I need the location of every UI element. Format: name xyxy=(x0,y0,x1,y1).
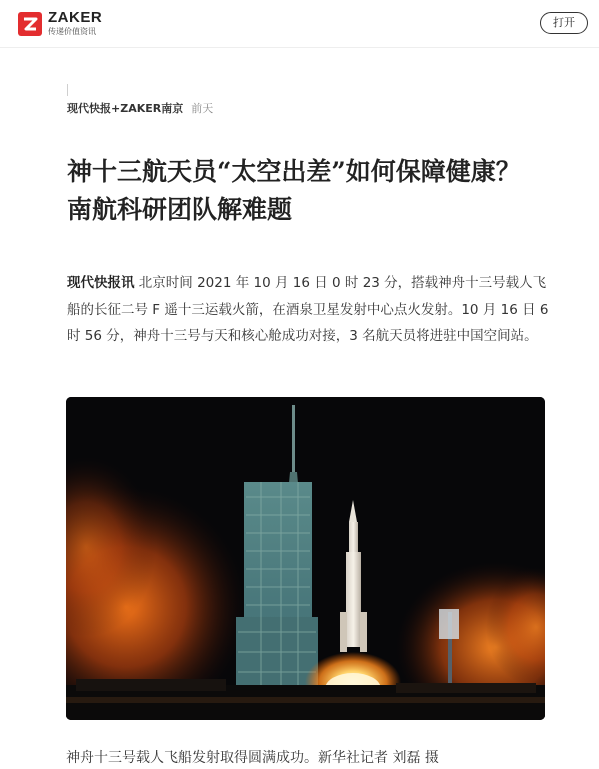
zaker-logo-icon[interactable] xyxy=(18,12,42,36)
article-lead xyxy=(67,270,552,350)
brand-tagline: 传递价值资讯 xyxy=(48,27,96,36)
open-app-button[interactable]: 打开 xyxy=(540,12,588,34)
lead-text: 北京时间 2021 年 10 月 16 日 0 时 23 分，搭载神舟十三号载人飞船的长征二号 F 遥十三运载火箭，在酒泉卫星发射中心点火发射。10 月 16 日 6 时 56 分，神舟十三号与天和核心舱成功对接，3 名航天员将进驻中国空间站。 xyxy=(67,275,549,344)
article-time: 前天 xyxy=(191,102,214,115)
meta-divider xyxy=(67,84,68,96)
article-source[interactable]: 现代快报+ZAKER南京 xyxy=(67,102,184,115)
article-photo[interactable] xyxy=(66,397,545,720)
article-meta xyxy=(67,100,213,116)
photo-caption: 神舟十三号载人飞船发射取得圆满成功。新华社记者 刘磊 摄 xyxy=(66,750,439,766)
article-title: 神十三航天员“太空出差”如何保障健康？南航科研团队解难题 xyxy=(67,157,521,224)
brand-name[interactable]: ZAKER xyxy=(48,9,103,26)
lead-source-label: 现代快报讯 xyxy=(67,275,135,291)
top-bar xyxy=(0,0,599,48)
